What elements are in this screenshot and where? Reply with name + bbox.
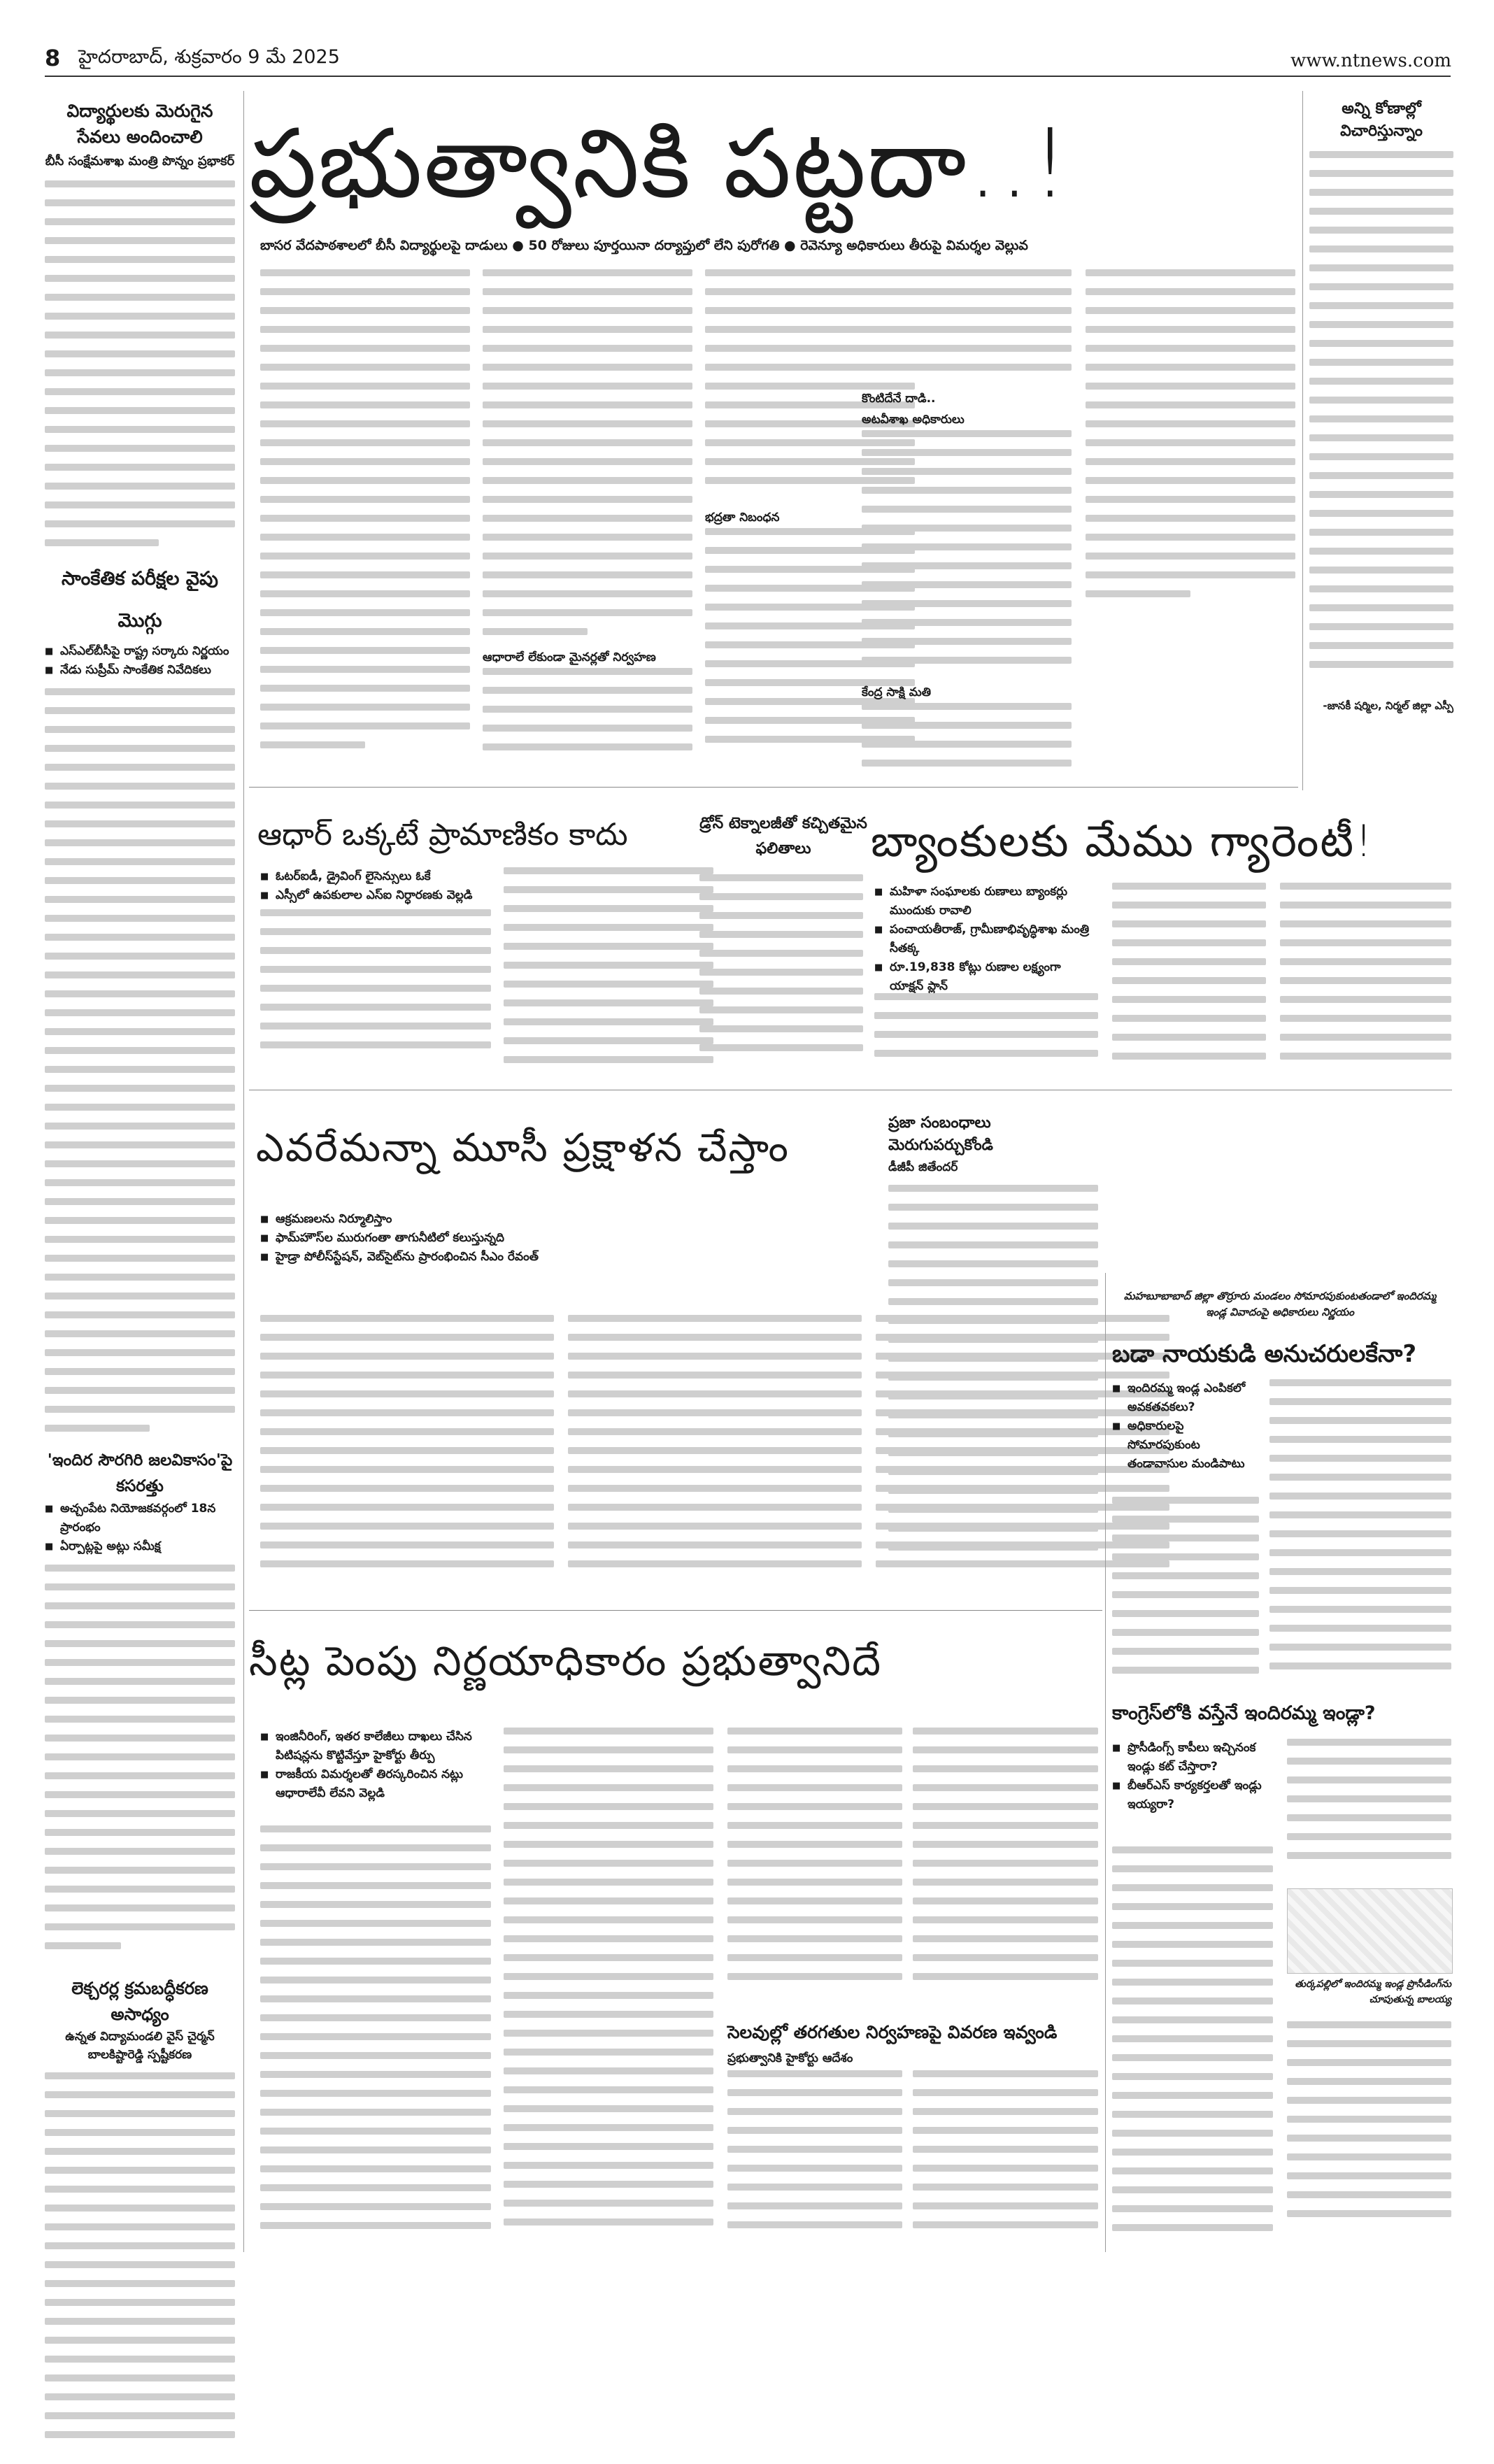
lead-deck-2: 50 రోజులు పూర్తయినా దర్యాప్తులో లేని పురోగతి [528,238,780,253]
praja-body [888,1185,1098,1576]
lead-deck-1: బాసర వేదపాఠశాలలో బీసీ విద్యార్థులపై దాడులు [260,238,508,253]
congress-headline: కాంగ్రెస్‌లోకి వస్తేనే ఇందిరమ్మ ఇండ్లా? [1112,1702,1376,1724]
musi-bullet-1: ■ ఆక్రమణలను నిర్మూలిస్తాం [260,1210,568,1229]
lead-sub2: భద్రతా నిబంధన [705,511,780,525]
deck-separator: ● [784,238,801,253]
lead-headline: ప్రభుత్వానికి పట్టదా..! [249,109,1071,220]
praja-heading: ప్రజా సంబంధాలు మెరుగుపర్చుకోండి [888,1114,993,1154]
banks-bullets [874,883,1098,996]
lead-body-col2b [483,668,692,766]
drone-headline: డ్రోన్ టెక్నాలజీతో కచ్చితమైన ఫలితాలు [699,815,867,857]
story1-sub: బీసీ సంక్షేమశాఖ మంత్రి పొన్నం ప్రభాకర్ [45,154,235,169]
sevalu-sub: ప్రభుత్వానికి హైకోర్టు ఆదేశం [727,2051,853,2065]
banks-body-col2 [1112,883,1266,1078]
musi-bullets [260,1210,568,1267]
lead-sub5: కేంద్ర సాక్షి మతి [862,685,932,699]
banks-headline: బ్యాంకులకు మేము గ్యారెంటీ! [871,816,1374,867]
story2-bullet-2: ■ నేడు సుప్రీమ్ సాంకేతిక నివేదికలు [45,661,235,680]
story4-body [45,2072,235,2464]
lead-body-col5 [1086,269,1295,773]
website[interactable]: www.ntnews.com [1290,50,1452,71]
banks-bullet-2: ■ పంచాయతీరాజ్, గ్రామీణాభివృద్ధిశాఖ మంత్రి సీతక్క [874,920,1098,958]
left-column [45,98,235,2252]
musi-bullet-2: ■ ఫామ్‌హౌస్‌ల మురుగంతా తాగునీటిలో కలుస్తున్నది [260,1229,568,1248]
lead-body-col4b [862,430,1072,682]
seats-body-col1 [260,1825,491,2245]
lead-decks [260,238,1028,257]
congress-body-col1 [1112,1846,1273,2245]
seats-bullet-1: ■ ఇంజినీరింగ్, ఇతర కాలేజీలు దాఖలు చేసిన పిటిషన్లను కొట్టివేస్తూ హైకోర్టు తీర్పు [260,1728,512,1765]
story3-body [45,1565,235,1970]
congress-photo [1287,1888,1453,1974]
banks-bullet-1: ■ మహిళా సంఘాలకు రుణాలు బ్యాంకర్లు ముందుకు రావాలి [874,883,1098,920]
musi-body-col1 [260,1315,554,1595]
right-story-heading: అన్ని కోణాల్లో విచారిస్తున్నాం [1340,100,1423,140]
lead-col2 [483,269,692,773]
aadhaar-bullet-1: ■ ఓటర్‌ఐడీ, డ్రైవింగ్ లైసెన్సులు ఓకే [260,867,568,886]
sevalu-body-col2 [913,2070,1098,2245]
nayak-bullets [1112,1379,1259,1474]
aadhaar-body-col1 [260,909,491,1077]
musi-bullet-3: ■ హైడ్రా పోలీస్‌స్టేషన్, వెబ్‌సైట్‌ను ప్రారంభించిన సీఎం రేవంత్ [260,1248,568,1267]
right-column-rule [1302,91,1303,790]
story3-bullet-2: ■ ఏర్పాట్లపై అట్లు సమీక్ష [45,1537,235,1556]
page-number: 8 [45,45,61,71]
right-story-signoff: -జానకీ షర్మిల, నిర్మల్ జిల్లా ఎస్పీ [1323,699,1453,712]
lead-sub4: అటవీశాఖ అధికారులు [862,413,965,427]
lead-deck-3: రెవెన్యూ అధికారులు తీరుపై విమర్శల వెల్లువ [800,238,1028,253]
story2-bullets [45,642,235,680]
aadhaar-body-col2 [504,867,713,1077]
lead-bottom-rule [249,787,1298,788]
nayak-headline: బడా నాయకుడి అనుచరులకేనా? [1112,1340,1417,1368]
praja-story [888,1112,1098,1602]
dateline: హైదరాబాద్‌, శుక్రవారం 9 మే 2025 [78,46,340,68]
lead-body-col4c [862,703,1072,780]
nayak-rule [1105,1273,1106,2252]
story2-bullet-1: ■ ఎస్‌ఎల్‌బీసీపై రాష్ట్ర సర్కారు నిర్ణయం [45,642,235,661]
praja-sub: డీజీపీ జితేందర్ [888,1160,958,1174]
story3-bullet-1: ■ అచ్చంపేట నియోజకవర్గంలో 18న ప్రారంభం [45,1500,235,1537]
lead-sub1: ఆధారాలే లేకుండా మైనర్లతో నిర్వహణ [483,650,656,664]
aadhaar-bullet-2: ■ ఎస్సీలో ఉపకులాల ఎస్‌ఐ నిర్ధారణకు వెల్లడి [260,886,568,905]
seats-bullets [260,1728,512,1803]
right-story-body [1309,151,1453,697]
drone-body [699,874,863,1077]
deck-separator: ● [512,238,529,253]
lead-col4b [862,269,1072,773]
story1-body [45,180,235,551]
congress-bullet-2: ■ బీఆర్‌ఎస్ కార్యకర్తలతో ఇండ్లు ఇయ్యరా? [1112,1776,1273,1814]
sevalu-body-col1 [727,2070,902,2245]
story4-sub: ఉన్నత విద్యామండలి వైస్ చైర్మన్ బాలకిష్టారెడ్డి స్పష్టీకరణ [65,2030,215,2062]
story1-heading: విద్యార్థులకు మెరుగైన సేవలు అందించాలి [66,101,213,147]
nayak-kicker: మహబూబాబాద్ జిల్లా తొర్రూరు మండలం సోమారపుకుంటతండాలో ఇందిరమ్మ ఇండ్ల వివాదంపై అధికారులు నిర్ణయం [1123,1290,1437,1318]
lead-sub3: కొంటిదేనే దాడి.. [862,392,936,406]
musi-headline: ఎవరేమన్నా మూసీ ప్రక్షాళన చేస్తాం [256,1125,790,1171]
seats-top-rule [249,1610,1102,1611]
story4-heading: లెక్చరర్ల క్రమబద్ధీకరణ అసాధ్యం [71,1979,208,2024]
right-column [1309,98,1453,776]
seats-body-col3 [727,1728,902,2007]
banks-body-col1 [874,993,1098,1077]
aadhaar-headline: ఆధార్ ఒక్కటే ప్రామాణికం కాదు [257,817,628,853]
story2-body [45,688,235,1444]
lead-body-col2a [483,269,692,647]
congress-bullets [1112,1739,1273,1814]
congress-photo-caption: తుర్కపల్లిలో ఇందిరమ్మ ఇండ్ల ప్రొసీడింగ్‌ను చూపుతున్న బాలయ్య [1295,1979,1451,2005]
lead-body-col1 [260,269,470,773]
left-column-rule [243,91,244,2252]
story2-heading: సాంకేతిక పరీక్షల వైపు మొగ్గు [62,568,218,632]
story3-heading: 'ఇందిర సౌరగిరి జలవికాసం'పై కసరత్తు [47,1451,233,1495]
nayak-body-col1 [1112,1497,1259,1693]
nayak-body-col2 [1269,1379,1451,1694]
lead-body-col4a [862,269,1072,388]
sevalu-headline: సెలవుల్లో తరగతుల నిర్వహణపై వివరణ ఇవ్వండి [727,2022,1058,2042]
congress-body-col2a [1287,1739,1451,1879]
congress-bullet-1: ■ ప్రొసీడింగ్స్ కాపీలు ఇచ్చినంక ఇండ్లు కట్ చేస్తారా? [1112,1739,1273,1776]
seats-body-col4 [913,1728,1098,2007]
congress-body-col2b [1287,2021,1451,2245]
seats-headline: సీట్ల పెంపు నిర్ణయాధికారం ప్రభుత్వానిదే [249,1637,883,1685]
musi-body-col2 [568,1315,862,1595]
seats-body-col2 [504,1728,713,2245]
seats-bullet-2: ■ రాజకీయ విమర్శలతో తిరస్కరించిన నట్లు ఆధారాలేవీ లేవని వెల్లడి [260,1765,512,1803]
nayak-bullet-1: ■ ఇందిరమ్మ ఇండ్ల ఎంపికలో అవకతవకలు? [1112,1379,1259,1417]
nayak-bullet-2: ■ అధికారులపై సోమారపుకుంట తండావాసుల మండిపాటు [1112,1417,1259,1474]
banks-body-col3 [1280,883,1451,1078]
story3-bullets [45,1500,235,1556]
banks-bullet-3: ■ రూ.19,838 కోట్లు రుణాల లక్ష్యంగా యాక్షన్ ప్లాన్ [874,958,1098,996]
masthead-rule [45,76,1451,77]
